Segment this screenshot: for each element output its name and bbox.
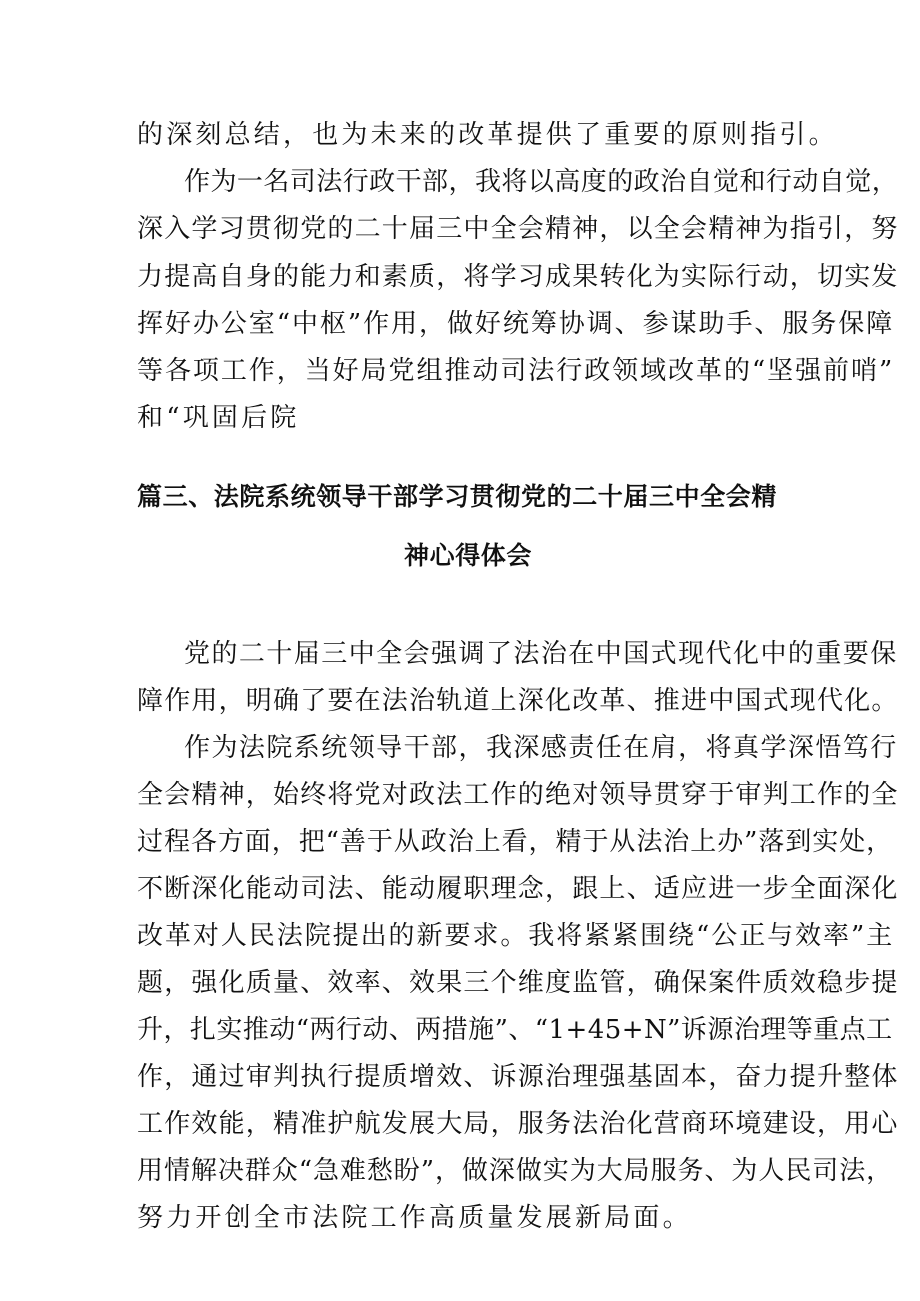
paragraph-line: 努力开创全市法院工作高质量发展新局面。 xyxy=(137,1203,692,1233)
paragraph-line: 题，强化质量、效率、效果三个维度监管，确保案件质效稳步提 xyxy=(137,968,899,998)
paragraph-line: 不断深化能动司法、能动履职理念，跟上、适应进一步全面深化 xyxy=(137,874,899,904)
paragraph-line: 改革对人民法院提出的新要求。我将紧紧围绕“公正与效率”主 xyxy=(137,921,895,951)
paragraph-line: 升，扎实推动“两行动、两措施”、“1+45+N”诉源治理等重点工 xyxy=(137,1015,893,1045)
paragraph-line: 等各项工作，当好局党组推动司法行政领域改革的“坚强前哨” xyxy=(137,356,895,386)
paragraph-line: 作为一名司法行政干部，我将以高度的政治自觉和行动自觉， xyxy=(184,167,899,197)
paragraph-line: 障作用，明确了要在法治轨道上深化改革、推进中国式现代化。 xyxy=(137,686,899,716)
section-title: 篇三、法院系统领导干部学习贯彻党的二十届三中全会精 xyxy=(137,482,778,511)
paragraph-line: 作，通过审判执行提质增效、诉源治理强基固本，奋力提升整体 xyxy=(137,1062,899,1092)
paragraph-line: 全会精神，始终将党对政法工作的绝对领导贯穿于审判工作的全 xyxy=(137,780,899,810)
section-title-continued: 神心得体会 xyxy=(404,541,533,570)
paragraph-line: 用情解决群众“急难愁盼”，做深做实为大局服务、为人民司法， xyxy=(137,1156,894,1186)
paragraph-line: 的深刻总结，也为未来的改革提供了重要的原则指引。 xyxy=(137,120,838,150)
paragraph-line: 力提高自身的能力和素质，将学习成果转化为实际行动，切实发 xyxy=(137,262,899,292)
paragraph-line: 和“巩固后院 xyxy=(137,403,300,433)
paragraph-line: 党的二十届三中全会强调了法治在中国式现代化中的重要保 xyxy=(184,639,898,669)
paragraph-line: 深入学习贯彻党的二十届三中全会精神，以全会精神为指引，努 xyxy=(137,214,899,244)
paragraph-line: 工作效能，精准护航发展大局，服务法治化营商环境建设，用心 xyxy=(137,1109,899,1139)
paragraph-line: 作为法院系统领导干部，我深感责任在肩，将真学深悟笃行 xyxy=(184,733,898,763)
paragraph-line: 挥好办公室“中枢”作用，做好统筹协调、参谋助手、服务保障 xyxy=(137,309,895,339)
paragraph-line: 过程各方面，把“善于从政治上看，精于从法治上办”落到实处， xyxy=(137,827,894,857)
